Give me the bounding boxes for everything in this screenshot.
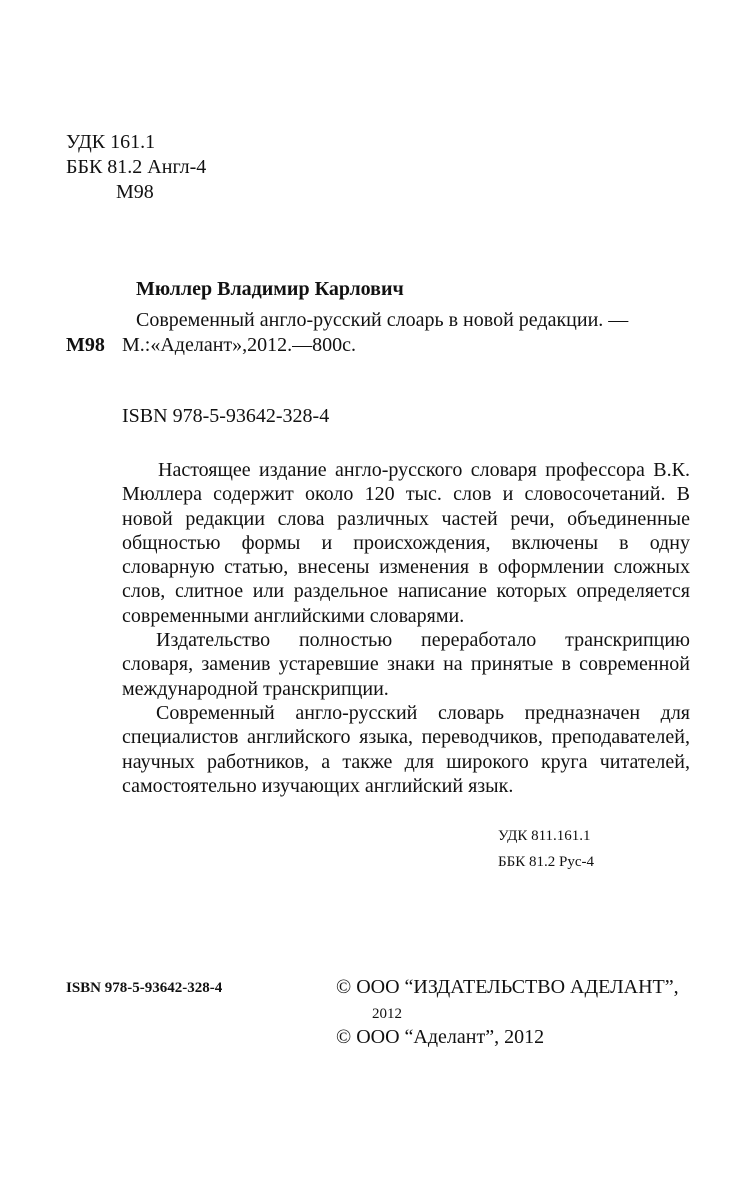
book-title-line: Современный англо-русский слоарь в новой редакции. —	[136, 309, 629, 331]
annotation-paragraph: Издательство полностью переработало транскрипцию словаря, заменив устаревшие знаки на принятые в современной международной транскрипции.	[122, 629, 690, 700]
author-name: Мюллер Владимир Карлович	[136, 278, 404, 300]
author-mark: М98	[116, 181, 154, 203]
annotation-paragraph: Современный англо-русский словарь предназначен для специалистов английского языка, переводчиков, преподавателей, научных работников, а также для широкого круга читателей, самостоятельно изучающих английский язык.	[122, 701, 690, 797]
annotation	[122, 458, 690, 798]
bbk-secondary: ББК 81.2 Рус-4	[498, 854, 594, 870]
copyright-secondary	[336, 1023, 544, 1051]
footer-isbn: ISBN 978-5-93642-328-4	[66, 980, 223, 996]
copyright-secondary-text: © ООО “Аделант”, 2012	[336, 1026, 545, 1048]
isbn-main: ISBN 978-5-93642-328-4	[122, 405, 330, 427]
udk-secondary: УДК 811.161.1	[498, 828, 591, 844]
imprint-line: М.:«Аделант»,2012.—800с.	[122, 334, 357, 356]
udk-code: УДК 161.1	[66, 131, 156, 153]
copyright-publisher: © ООО “ИЗДАТЕЛЬСТВО АДЕЛАНТ”,	[336, 976, 679, 998]
copyright-year: 2012	[372, 1006, 402, 1022]
annotation-paragraph: Настоящее издание англо-русского словаря профессора В.К. Мюллера содержит около 120 тыс. слов и словосочетаний. В новой редакции слова различных частей речи, объединенные общностью формы и происхождения, включены в одну словарную статью, внесены изменения в оформлении сложных слов, слитное или раздельное написание которых определяется современными английскими словарями.	[122, 459, 690, 627]
author-mark-side: М98	[66, 334, 105, 356]
bbk-code: ББК 81.2 Англ-4	[66, 156, 207, 178]
